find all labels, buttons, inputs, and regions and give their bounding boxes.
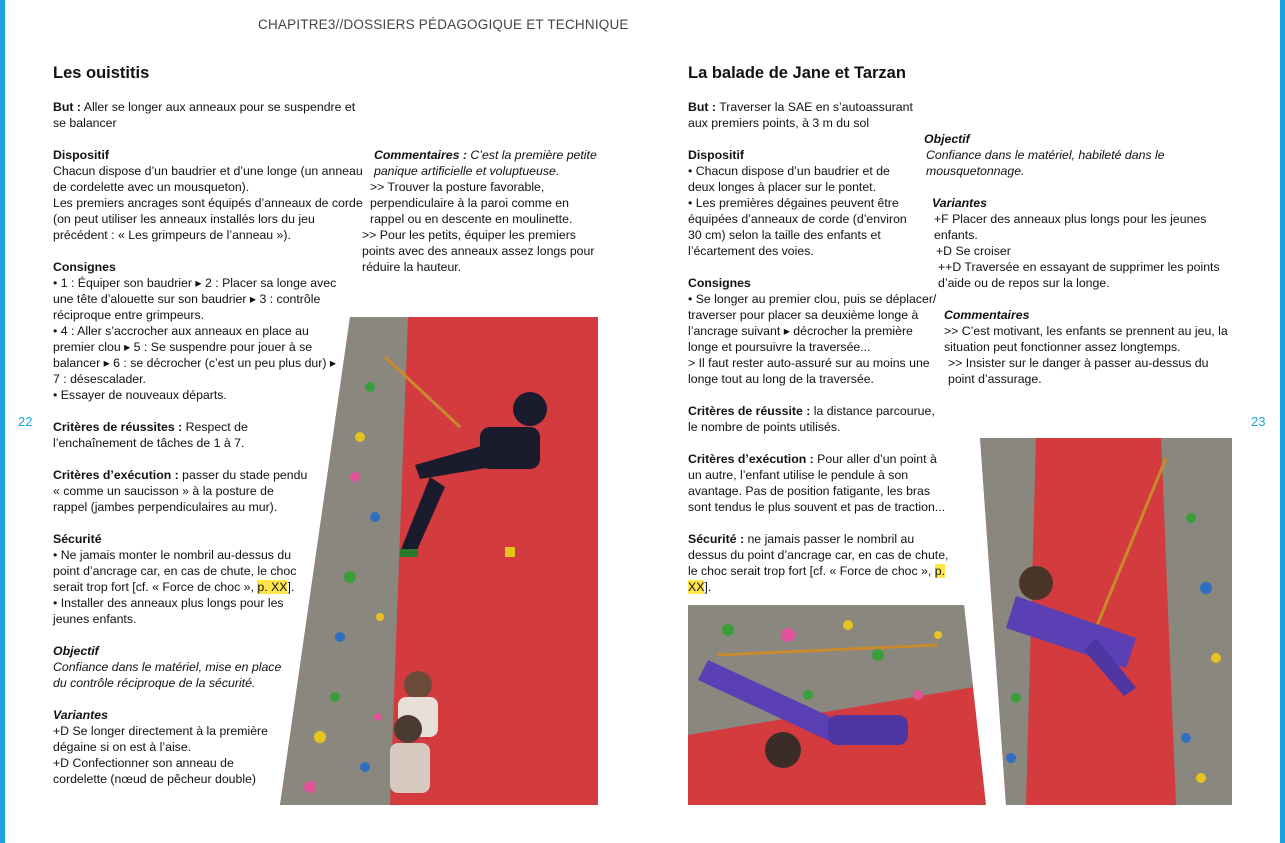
left-but-label: But : [53, 100, 81, 114]
left-securite-1b: ]. [287, 580, 295, 594]
right-commentaires-heading: Commentaires [944, 308, 1030, 322]
left-dispositif-heading: Dispositif [53, 148, 110, 162]
right-objectif-text: Confiance dans le matériel, habileté dans le mousquetonnage. [926, 148, 1165, 178]
right-main-column [688, 99, 958, 595]
left-but-text: Aller se longer aux anneaux pour se suspendre et se balancer [53, 100, 356, 130]
left-variantes-heading: Variantes [53, 708, 108, 722]
right-variantes-heading: Variantes [932, 196, 987, 210]
right-variantes-1: +F Placer des anneaux plus longs pour les jeunes enfants. [934, 212, 1207, 242]
right-securite-text-b: ]. [704, 580, 712, 594]
left-execution-text: passer du stade pendu « comme un saucisson » à la posture de rappel (jambes perpendiculaires au mur). [53, 468, 308, 514]
left-securite-heading: Sécurité [53, 532, 102, 546]
right-variantes-2: +D Se croiser [936, 244, 1011, 258]
climbing-photo-left [280, 317, 598, 805]
climbing-photo-right [976, 438, 1232, 805]
left-comments-column [362, 147, 599, 275]
left-dispositif-2: Les premiers ancrages sont équipés d’anneaux de corde (on peut utiliser les anneaux installés lors du jeu précédent : « Les grimpeurs de l’anneau »). [53, 196, 363, 242]
left-but [53, 99, 365, 131]
left-objectif-heading: Objectif [53, 644, 99, 658]
left-execution [53, 467, 311, 515]
page-number-left: 22 [18, 414, 33, 429]
right-side-column [924, 131, 1234, 387]
left-variantes-2: +D Confectionner son anneau de cordelette (nœud de pêcheur double) [53, 756, 257, 786]
left-dispositif-1: Chacun dispose d’un baudrier et d’une longe (un anneau de cordelette avec un mousqueton). [53, 164, 363, 194]
climbing-photo-bottom [688, 605, 986, 805]
right-securite-text-a: ne jamais passer le nombril au dessus du point d’ancrage car, en cas de chute, le choc serait trop fort [cf. « Force de choc », [688, 532, 949, 578]
left-title: Les ouistitis [53, 64, 150, 82]
left-execution-label: Critères d’exécution : [53, 468, 179, 482]
left-reussite-text: Respect de l’enchaînement de tâches de 1 à 7. [53, 420, 248, 450]
left-commentaires-label: Commentaires : [374, 148, 467, 162]
left-variantes-1: +D Se longer directement à la première dégaine si on est à l’aise. [53, 724, 268, 754]
left-commentaires [362, 147, 599, 179]
left-securite-1 [53, 547, 301, 595]
right-consignes-heading: Consignes [688, 276, 751, 290]
left-comment-1: >> Trouver la posture favorable, perpendiculaire à la paroi comme en rappel ou en descente en moulinette. [370, 180, 573, 226]
chapter-header: CHAPITRE3//DOSSIERS PÉDAGOGIQUE ET TECHNIQUE [258, 17, 629, 32]
right-reussite-text: la distance parcourue, le nombre de points utilisés. [688, 404, 935, 434]
right-title: La balade de Jane et Tarzan [688, 64, 906, 82]
right-dispositif-2: • Les premières dégaines peuvent être équipées d’anneaux de corde (d’environ 30 cm) selon la taille des enfants et l’écartement des voies. [688, 196, 907, 258]
left-comment-2: >> Pour les petits, équiper les premiers points avec des anneaux assez longs pour réduire la hauteur. [362, 228, 595, 274]
right-page-edge [1280, 0, 1285, 843]
right-but-text: Traverser la SAE en s’autoassurant aux premiers points, à 3 m du sol [688, 100, 913, 130]
right-securite-label: Sécurité : [688, 532, 745, 546]
left-consignes-1: • 1 : Équiper son baudrier ▸ 2 : Placer sa longe avec une tête d’alouette sur son baudrier ▸ 3 : contrôle réciproque entre grimpeurs. [53, 276, 337, 322]
right-securite [688, 531, 956, 595]
right-but-label: But : [688, 100, 716, 114]
left-securite-1a: • Ne jamais monter le nombril au-dessus du point d’ancrage car, en cas de chute, le choc serait trop fort [cf. « Force de choc », [53, 548, 297, 594]
left-consignes-heading: Consignes [53, 260, 116, 274]
left-objectif-text: Confiance dans le matériel, mise en place du contrôle réciproque de la sécurité. [53, 660, 282, 690]
right-consignes-1: • Se longer au premier clou, puis se déplacer/ traverser pour placer sa deuxième longe à l’ancrage suivant ▸ décrocher la première longe et poursuivre la traversée... [688, 292, 937, 354]
right-dispositif-1: • Chacun dispose d’un baudrier et de deux longes à placer sur le pontet. [688, 164, 890, 194]
right-variantes-3: ++D Traversée en essayant de supprimer les points d’aide ou de repos sur la longe. [938, 260, 1220, 290]
right-comment-2: >> Insister sur le danger à passer au-dessus du point d’assurage. [948, 356, 1209, 386]
right-consignes-2: > Il faut rester auto-assuré sur au moins une longe tout au long de la traversée. [688, 356, 930, 386]
left-page-ref-highlight: p. XX [257, 580, 288, 594]
right-but [688, 99, 918, 131]
left-securite-2: • Installer des anneaux plus longs pour les jeunes enfants. [53, 596, 284, 626]
right-objectif-heading: Objectif [924, 132, 970, 146]
left-consignes-3: • Essayer de nouveaux départs. [53, 388, 227, 402]
right-execution-text: Pour aller d’un point à un autre, l’enfant utilise le pendule à son avantage. Pas de position fatigante, les bras sont tendus le plus souvent et pas de traction... [688, 452, 946, 514]
left-page-edge [0, 0, 5, 843]
right-page-ref-highlight: p. XX [688, 564, 946, 594]
left-reussite-label: Critères de réussites : [53, 420, 183, 434]
right-reussite-label: Critères de réussite : [688, 404, 811, 418]
left-commentaires-text: C’est la première petite panique artificielle et voluptueuse. [374, 148, 597, 178]
right-reussite [688, 403, 943, 435]
left-consignes-2: • 4 : Aller s’accrocher aux anneaux en place au premier clou ▸ 5 : Se suspendre pour jouer à se balancer ▸ 6 : se décrocher (c’est un peu plus dur) ▸ 7 : désescalader. [53, 324, 337, 386]
right-execution-label: Critères d’exécution : [688, 452, 814, 466]
page-number-right: 23 [1251, 414, 1266, 429]
right-execution [688, 451, 950, 515]
right-dispositif-heading: Dispositif [688, 148, 745, 162]
right-comment-1: >> C’est motivant, les enfants se prennent au jeu, la situation peut fonctionner assez longtemps. [944, 324, 1228, 354]
